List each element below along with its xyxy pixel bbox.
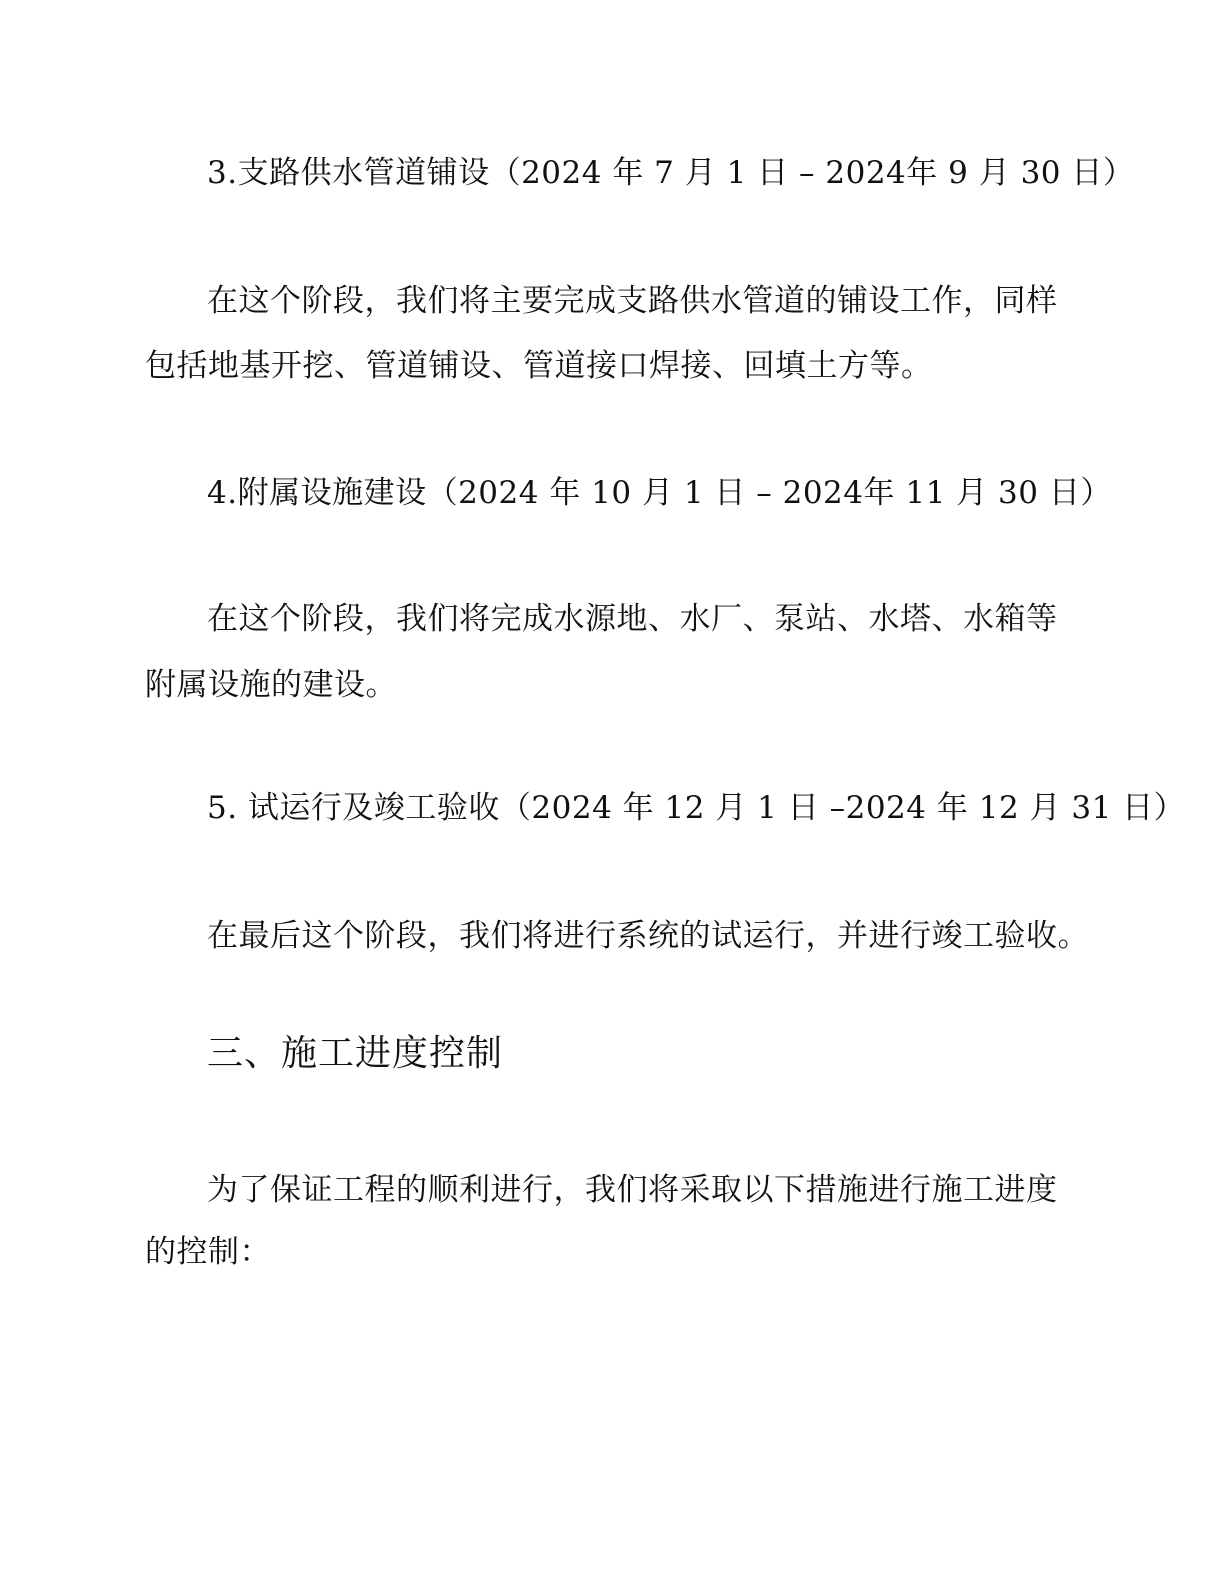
section-3-body-line-2: 的控制： (145, 1234, 271, 1270)
item-5-heading: 5. 试运行及竣工验收（2024 年 12 月 1 日 –2024 年 12 月 31 日） (207, 790, 1186, 826)
item-3-heading: 3.支路供水管道铺设（2024 年 7 月 1 日 – 2024年 9 月 30 日） (207, 155, 1135, 191)
item-4-heading: 4.附属设施建设（2024 年 10 月 1 日 – 2024年 11 月 30 日） (207, 475, 1112, 511)
item-3-body-line-2: 包括地基开挖、管道铺设、管道接口焊接、回填土方等。 (145, 348, 933, 384)
section-3-title: 三、施工进度控制 (207, 1033, 504, 1074)
item-4-body-line-2: 附属设施的建设。 (145, 667, 397, 703)
item-4-body-line-1: 在这个阶段，我们将完成水源地、水厂、泵站、水塔、水箱等 (207, 601, 1058, 637)
item-3-body-line-1: 在这个阶段，我们将主要完成支路供水管道的铺设工作，同样 (207, 283, 1058, 319)
item-5-body-line-1: 在最后这个阶段，我们将进行系统的试运行，并进行竣工验收。 (207, 918, 1089, 954)
section-3-body-line-1: 为了保证工程的顺利进行，我们将采取以下措施进行施工进度 (207, 1172, 1058, 1208)
